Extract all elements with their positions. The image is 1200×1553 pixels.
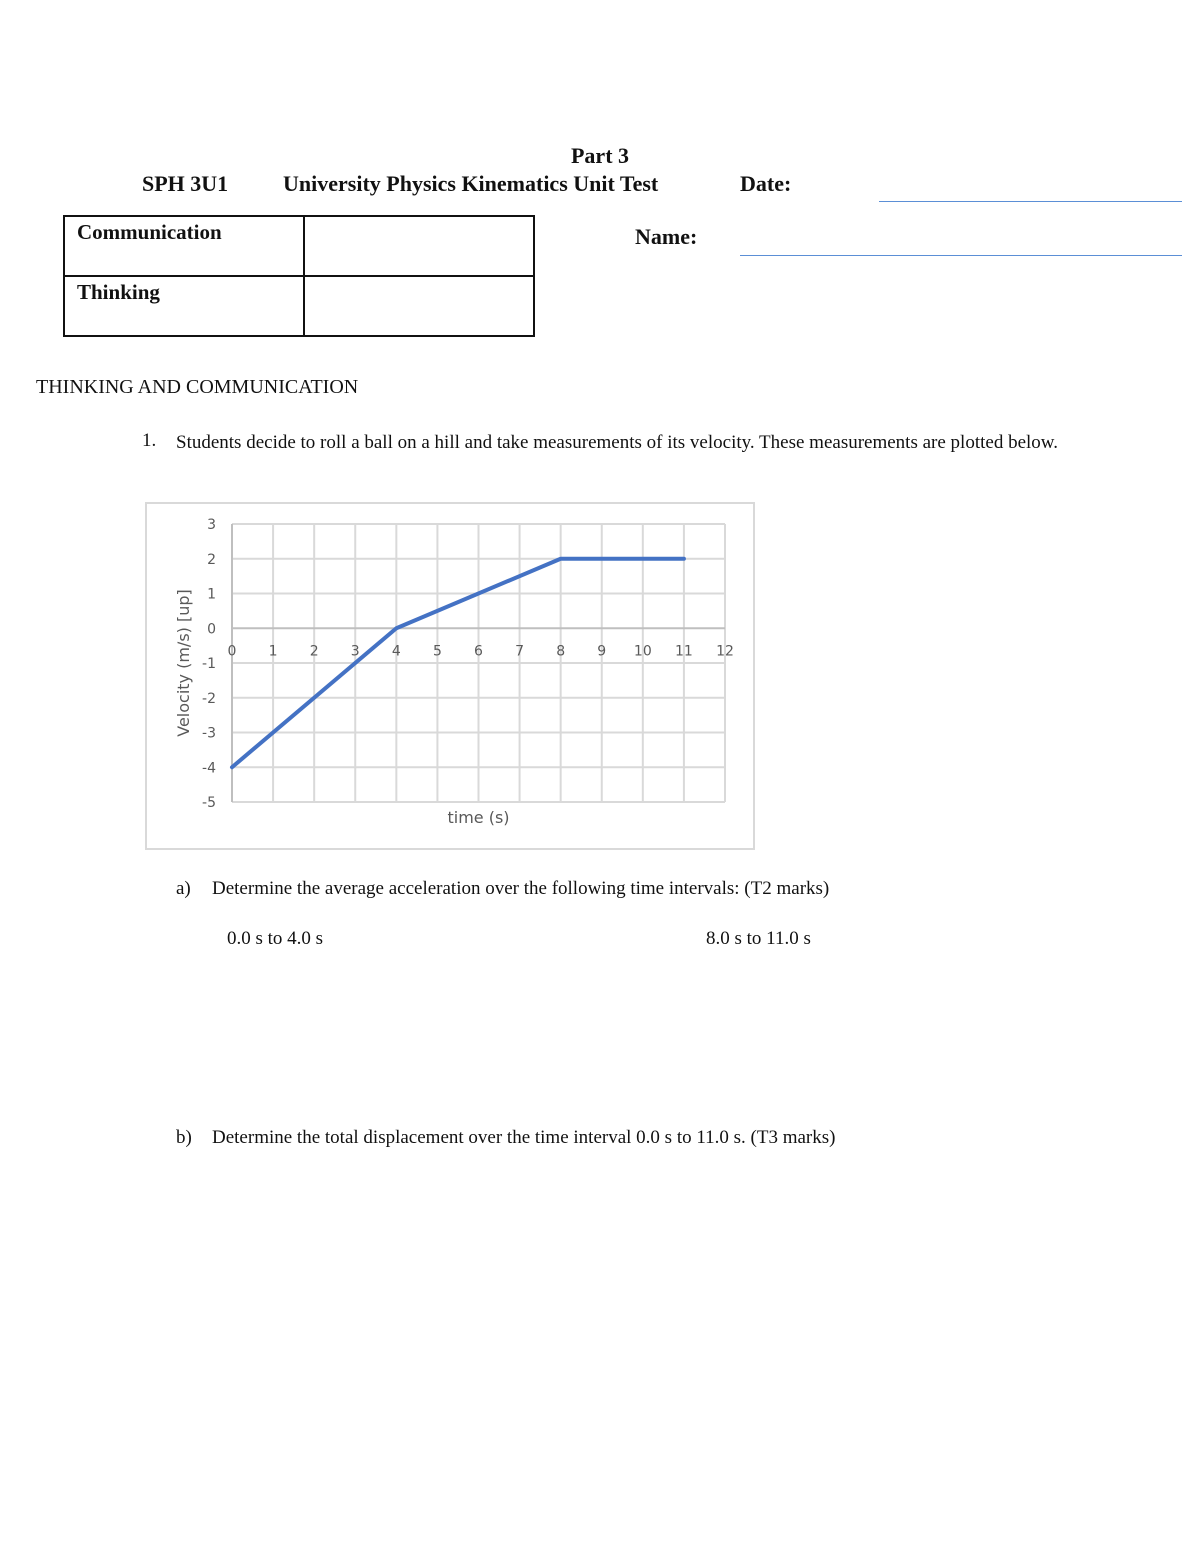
x-tick-label: 1	[268, 643, 278, 660]
part-a-interval-2: 8.0 s to 11.0 s	[706, 928, 811, 949]
part-title: Part 3	[570, 143, 630, 168]
velocity-time-chart	[145, 502, 755, 850]
date-field-line[interactable]	[879, 201, 1017, 202]
marks-value-communication[interactable]	[304, 216, 534, 276]
x-tick-label: 9	[597, 643, 607, 660]
part-a-text: Determine the average acceleration over the following time intervals: (T2 marks)	[212, 878, 830, 899]
date-label: Date:	[740, 171, 792, 196]
test-title: University Physics Kinematics Unit Test	[283, 171, 659, 196]
y-tick-label: 3	[207, 517, 216, 533]
marks-row-communication	[64, 216, 534, 276]
x-tick-label: 3	[350, 643, 360, 660]
part-a-interval-1: 0.0 s to 4.0 s	[227, 928, 324, 949]
x-tick-label: 0	[227, 643, 237, 660]
course-code: SPH 3U1	[142, 171, 229, 196]
y-tick-label: -4	[202, 760, 216, 777]
x-tick-label: 5	[432, 643, 442, 660]
date-field-line-extension[interactable]	[1017, 201, 1182, 202]
x-tick-label: 2	[309, 643, 319, 660]
marks-row-thinking	[64, 276, 534, 336]
x-tick-label: 6	[474, 643, 483, 660]
name-label: Name:	[635, 224, 698, 249]
y-tick-label: -2	[202, 690, 216, 707]
chart-svg	[147, 504, 757, 852]
part-a-letter: a)	[176, 878, 191, 899]
name-field-line[interactable]	[740, 255, 1182, 256]
y-tick-label: -3	[202, 725, 216, 742]
x-tick-label: 8	[556, 643, 566, 660]
marks-label-thinking: Thinking	[64, 276, 304, 336]
x-tick-label: 11	[675, 643, 693, 660]
marks-label-communication: Communication	[64, 216, 304, 276]
y-tick-label: -5	[202, 795, 216, 811]
y-tick-label: -1	[202, 656, 216, 672]
part-b-letter: b)	[176, 1127, 192, 1148]
marks-table	[63, 215, 535, 337]
y-axis-title: Velocity (m/s) [up]	[174, 589, 193, 737]
x-tick-label: 12	[716, 643, 734, 660]
part-b-text: Determine the total displacement over the time interval 0.0 s to 11.0 s. (T3 marks)	[212, 1127, 836, 1148]
x-axis-title: time (s)	[447, 808, 510, 827]
x-tick-label: 7	[515, 643, 525, 660]
y-tick-label: 2	[207, 551, 216, 568]
x-tick-label: 10	[633, 643, 652, 660]
y-tick-label: 0	[207, 621, 216, 638]
marks-value-thinking[interactable]	[304, 276, 534, 336]
y-tick-label: 1	[207, 586, 216, 603]
question-text: Students decide to roll a ball on a hill and take measurements of its velocity. These measurements are plotted below.	[176, 432, 1059, 453]
section-heading: THINKING AND COMMUNICATION	[36, 376, 359, 398]
x-tick-label: 4	[391, 643, 401, 660]
question-number: 1.	[142, 430, 157, 451]
